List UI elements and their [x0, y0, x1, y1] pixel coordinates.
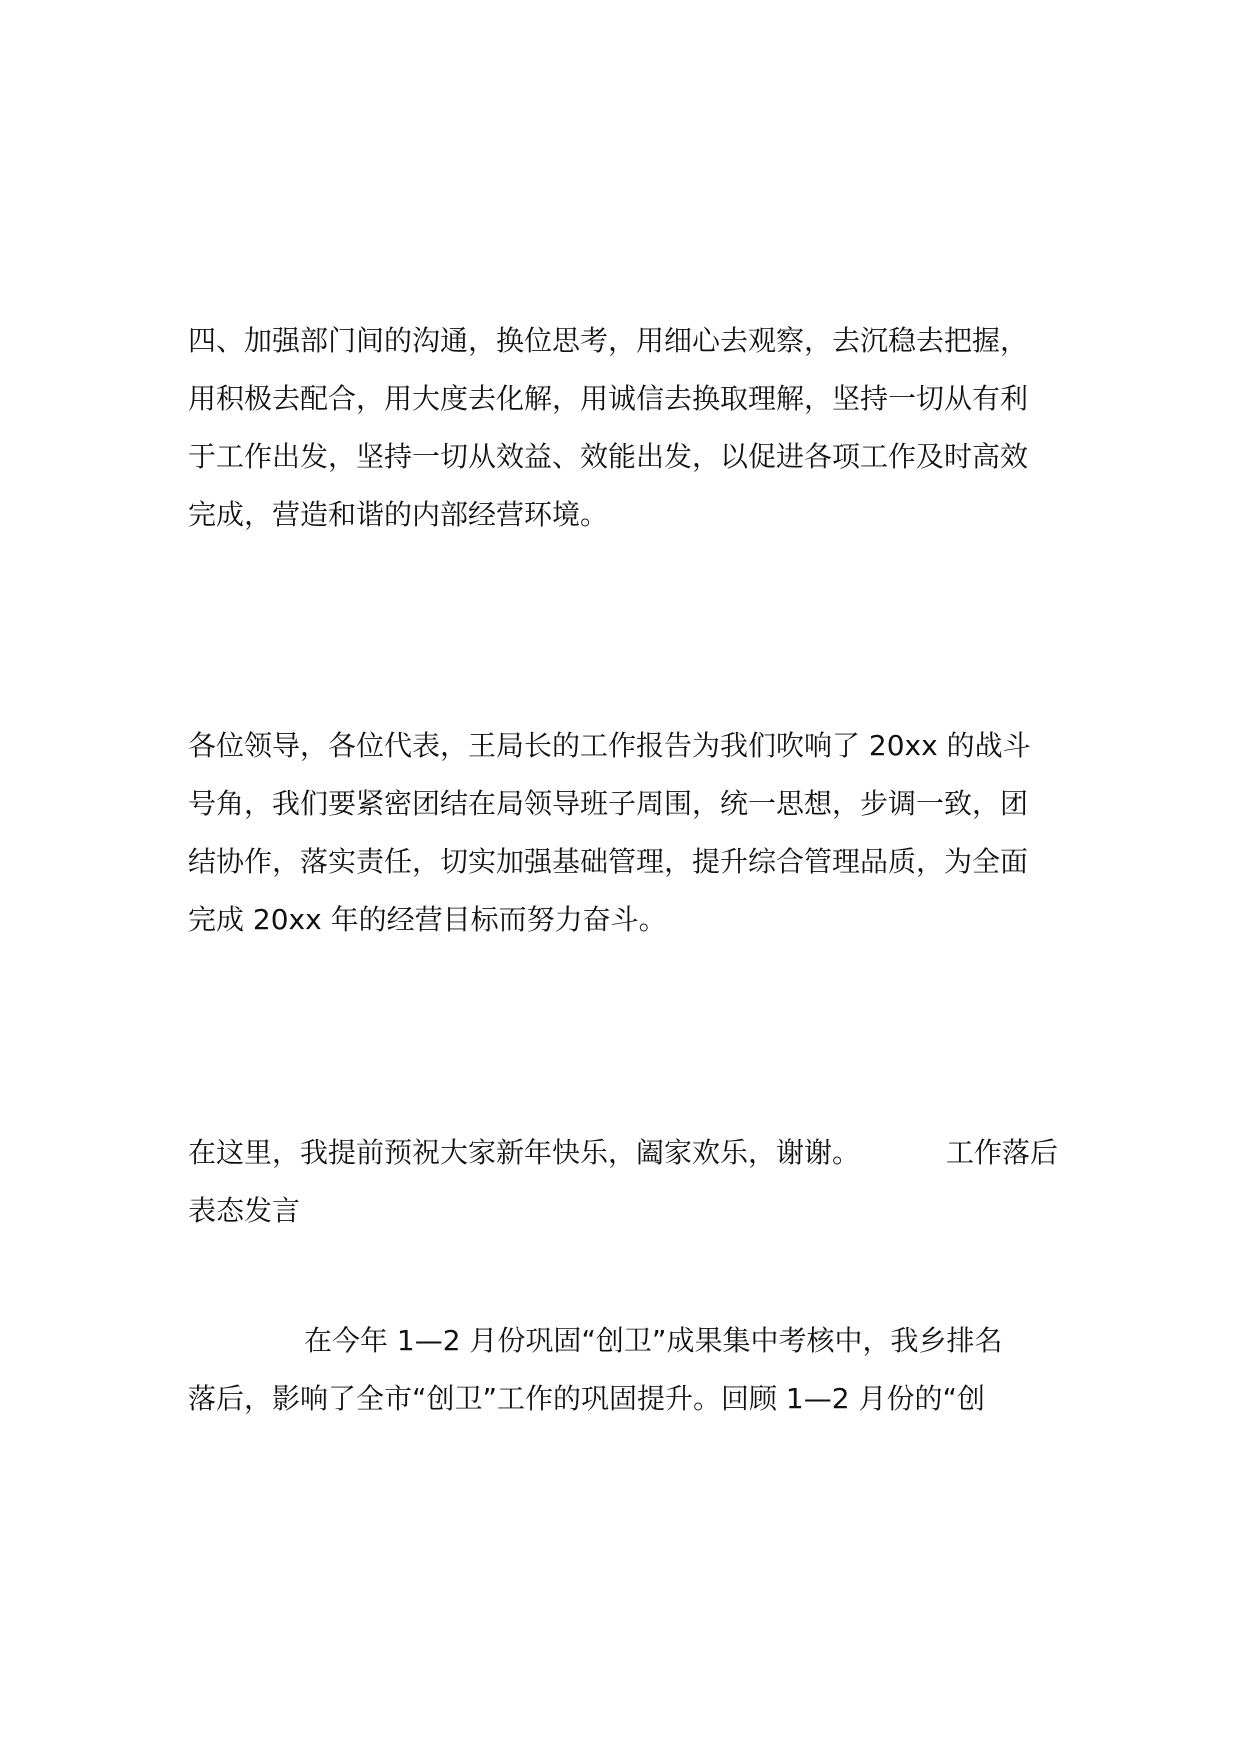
paragraph-2-line-4: 完成 20xx 年的经营目标而努力奋斗。: [188, 903, 667, 936]
paragraph-2-line-3: 结协作，落实责任，切实加强基础管理，提升综合管理品质，为全面: [188, 845, 1029, 878]
paragraph-1-line-2: 用积极去配合，用大度去化解，用诚信去换取理解，坚持一切从有利: [188, 382, 1029, 415]
closing-line: [188, 1133, 1058, 1173]
paragraph-1-line-4: 完成，营造和谐的内部经营环境。: [188, 498, 609, 531]
paragraph-2-line-1: 各位领导，各位代表，王局长的工作报告为我们吹响了 20xx 的战斗: [188, 729, 1031, 762]
paragraph-1-line-3: 于工作出发，坚持一切从效益、效能出发，以促进各项工作及时高效: [188, 440, 1029, 473]
paragraph-2-line-2: 号角，我们要紧密团结在局领导班子周围，统一思想，步调一致，团: [188, 787, 1029, 820]
closing-text: 在这里，我提前预祝大家新年快乐，阖家欢乐，谢谢。: [188, 1136, 861, 1169]
next-section-title-part-2: 表态发言: [188, 1194, 301, 1227]
paragraph-4-line-1: 在今年 1—2 月份巩固“创卫”成果集中考核中，我乡排名: [304, 1324, 1003, 1357]
paragraph-1-line-1: 四、加强部门间的沟通，换位思考，用细心去观察，去沉稳去把握，: [188, 324, 1029, 357]
paragraph-4-line-2: 落后，影响了全市“创卫”工作的巩固提升。回顾 1—2 月份的“创: [188, 1382, 985, 1415]
next-section-title-part-1: 工作落后: [945, 1136, 1058, 1169]
